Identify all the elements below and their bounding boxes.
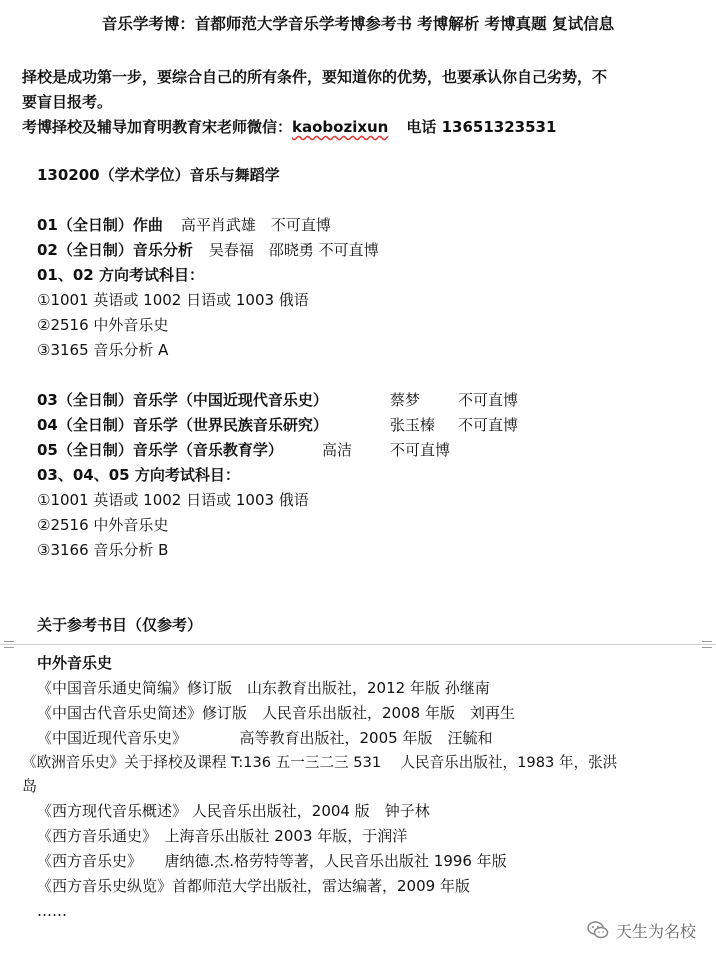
- direction-04-name: 04（全日制）音乐学（世界民族音乐研究）: [37, 416, 328, 434]
- page-break: [0, 644, 716, 645]
- direction-03-name: 03（全日制）音乐学（中国近现代音乐史）: [37, 391, 328, 409]
- group1-subjects-title: 01、02 方向考试科目：: [37, 266, 204, 284]
- book-item: 《西方音乐史》 唐纳德.杰.格劳特等著，人民音乐出版社 1996 年版: [37, 852, 507, 870]
- direction-02-tutors: 吴春福 邵晓勇 不可直博: [208, 241, 379, 259]
- group2-subjects-title: 03、04、05 方向考试科目：: [37, 466, 240, 484]
- direction-05-note: 不可直博: [390, 441, 451, 459]
- direction-02-name: 02（全日制）音乐分析: [37, 241, 193, 259]
- intro-line-1: 择校是成功第一步，要综合自己的所有条件，要知道你的优势，也要承认你自己劣势，不: [22, 68, 608, 86]
- direction-04-tutor: 张玉榛: [390, 416, 436, 434]
- watermark-text: 天生为名校: [615, 921, 696, 941]
- group2-subject-1: ①1001 英语或 1002 日语或 1003 俄语: [37, 491, 309, 509]
- direction-01: [37, 215, 331, 235]
- page-title: 音乐学考博：首都师范大学音乐学考博参考书 考博解析 考博真题 复试信息: [101, 15, 615, 33]
- group1-subject-2: ②2516 中外音乐史: [37, 316, 169, 334]
- direction-01-tutors: 高平肖武雄 不可直博: [180, 216, 331, 234]
- references-heading: 关于参考书目（仅参考）: [37, 616, 203, 634]
- contact-line: [22, 117, 556, 137]
- contact-prefix: 考博择校及辅导加育明教育宋老师微信：: [22, 118, 293, 136]
- group2-subject-2: ②2516 中外音乐史: [37, 516, 169, 534]
- watermark: [586, 918, 696, 942]
- book-item: 《中国音乐通史简编》修订版 山东教育出版社，2012 年版 孙继南: [37, 679, 490, 697]
- intro-line-2: 要盲目报考。: [22, 93, 113, 111]
- book-item: 《西方现代音乐概述》 人民音乐出版社，2004 版 钟子林: [37, 802, 430, 820]
- book-item: 《欧洲音乐史》关于择校及课程 T:136 五一三二三 531 人民音乐出版社，1983 年，张洪: [22, 754, 618, 771]
- direction-01-name: 01（全日制）作曲: [37, 216, 163, 234]
- book-item: 《中国古代音乐史简述》修订版 人民音乐出版社，2008 年版 刘再生: [37, 704, 515, 722]
- group2-subject-3: ③3166 音乐分析 B: [37, 541, 169, 559]
- group1-subject-1: ①1001 英语或 1002 日语或 1003 俄语: [37, 291, 309, 309]
- book-item-wrap: 岛: [22, 777, 38, 795]
- direction-05-tutor: 高洁: [322, 441, 353, 459]
- page-break-marker-right: [702, 641, 712, 648]
- direction-03-note: 不可直博: [458, 391, 519, 409]
- wechat-id: kaobozixun: [292, 118, 389, 136]
- direction-03-tutor: 蔡梦: [390, 391, 421, 409]
- major-heading: 130200（学术学位）音乐与舞蹈学: [37, 166, 280, 184]
- wechat-icon: [586, 918, 610, 942]
- book-item: 《西方音乐史纵览》首都师范大学出版社，雷达编著，2009 年版: [37, 877, 470, 895]
- group1-subject-3: ③3165 音乐分析 A: [37, 341, 169, 359]
- direction-04-note: 不可直博: [458, 416, 519, 434]
- history-heading: 中外音乐史: [37, 654, 113, 672]
- phone-number: 电话 13651323531: [406, 118, 557, 136]
- direction-05-name: 05（全日制）音乐学（音乐教育学）: [37, 441, 283, 459]
- book-item: 《中国近现代音乐史》 高等教育出版社，2005 年版 汪毓和: [37, 729, 493, 747]
- ellipsis: ……: [37, 902, 67, 920]
- direction-02: [37, 240, 379, 260]
- book-item: 《西方音乐通史》 上海音乐出版社 2003 年版，于润洋: [37, 827, 408, 845]
